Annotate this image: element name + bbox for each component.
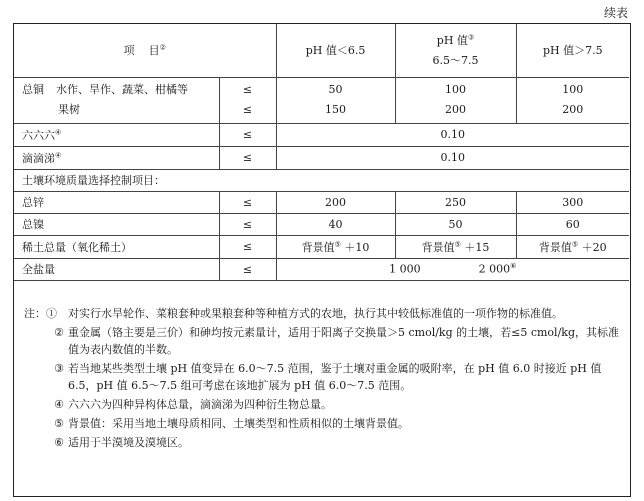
note-item: ③ 若当地某些类型土壤 pH 值变异在 6.0～7.5 范围，鉴于土壤对重金属的吸附率，在 pH 值 6.0 时接近 pH 值 6.5，pH 值 6.5～7.5 组可考虑在该地扩展为 pH 值 6.0～7.5 范围。 bbox=[54, 362, 602, 392]
rare-earth-label: 稀土总量（氧化稀土） bbox=[14, 235, 219, 258]
note-item: ⑤ 背景值：采用当地土壤母质相同、土壤类型和性质相似的土壤背景值。 bbox=[54, 417, 409, 430]
ddt-label: 滴滴涕④ bbox=[14, 146, 219, 169]
continued-label: 续表 bbox=[603, 6, 628, 20]
table-row-zinc: 总锌 ≤ 200 250 300 bbox=[14, 191, 629, 213]
note-item: ⑥ 适用于半漠境及漠境区。 bbox=[54, 436, 189, 449]
note-item: ② 重金属（铬主要是三价）和砷均按元素量计，适用于阳离子交换量＞5 cmol/kg 的土壤，若≤5 cmol/kg，其标准值为表内数值的半数。 bbox=[54, 326, 619, 356]
copper-label-cell: 总铜 水作、旱作、蔬菜、柑橘等 果树 bbox=[14, 77, 219, 123]
nickel-label: 总镍 bbox=[14, 213, 219, 235]
note-item: ④ 六六六为四种异构体总量，滴滴涕为四种衍生物总量。 bbox=[54, 398, 332, 411]
table-row-nickel: 总镍 ≤ 40 50 60 bbox=[14, 213, 629, 235]
total-salt-value: 1 000 2 000⑥ bbox=[276, 258, 629, 280]
copper-le-cell: ≤ ≤ bbox=[219, 77, 276, 123]
header-ph-high: pH 值＞7.5 bbox=[516, 24, 629, 77]
hch-label: 六六六④ bbox=[14, 123, 219, 146]
select-heading: 土壤环境质量选择控制项目： bbox=[14, 169, 629, 191]
table-row-rare-earth: 稀土总量（氧化稀土） ≤ 背景值⑤ ＋10 背景值⑤ ＋15 背景值⑤ ＋20 bbox=[14, 235, 629, 258]
table-row-total-salt: 全盐量 ≤ 1 000 2 000⑥ bbox=[14, 258, 629, 280]
note-item: 注：① 对实行水旱轮作、菜粮套种或果粮套种等种植方式的农地，执行其中较低标准值的一项作物的标准值。 bbox=[24, 307, 563, 320]
total-salt-label: 全盐量 bbox=[14, 258, 219, 280]
table-row-ddt: 滴滴涕④ ≤ 0.10 bbox=[14, 146, 629, 169]
header-ph-low: pH 值＜6.5 bbox=[276, 24, 395, 77]
zinc-label: 总锌 bbox=[14, 191, 219, 213]
soil-standards-table bbox=[14, 24, 629, 281]
header-item: 项 目② bbox=[14, 24, 276, 77]
table-row-copper: 总铜 水作、旱作、蔬菜、柑橘等 果树 ≤ ≤ 50 150 100 200 100 200 bbox=[14, 77, 629, 123]
standards-table-frame bbox=[13, 23, 631, 497]
header-ph-mid: pH 值③ 6.5～7.5 bbox=[395, 24, 516, 77]
hch-value: 0.10 bbox=[276, 123, 629, 146]
ddt-value: 0.10 bbox=[276, 146, 629, 169]
table-notes bbox=[24, 305, 620, 451]
table-row-select-heading bbox=[14, 169, 629, 191]
table-row-hch: 六六六④ ≤ 0.10 bbox=[14, 123, 629, 146]
header-row bbox=[14, 24, 629, 77]
